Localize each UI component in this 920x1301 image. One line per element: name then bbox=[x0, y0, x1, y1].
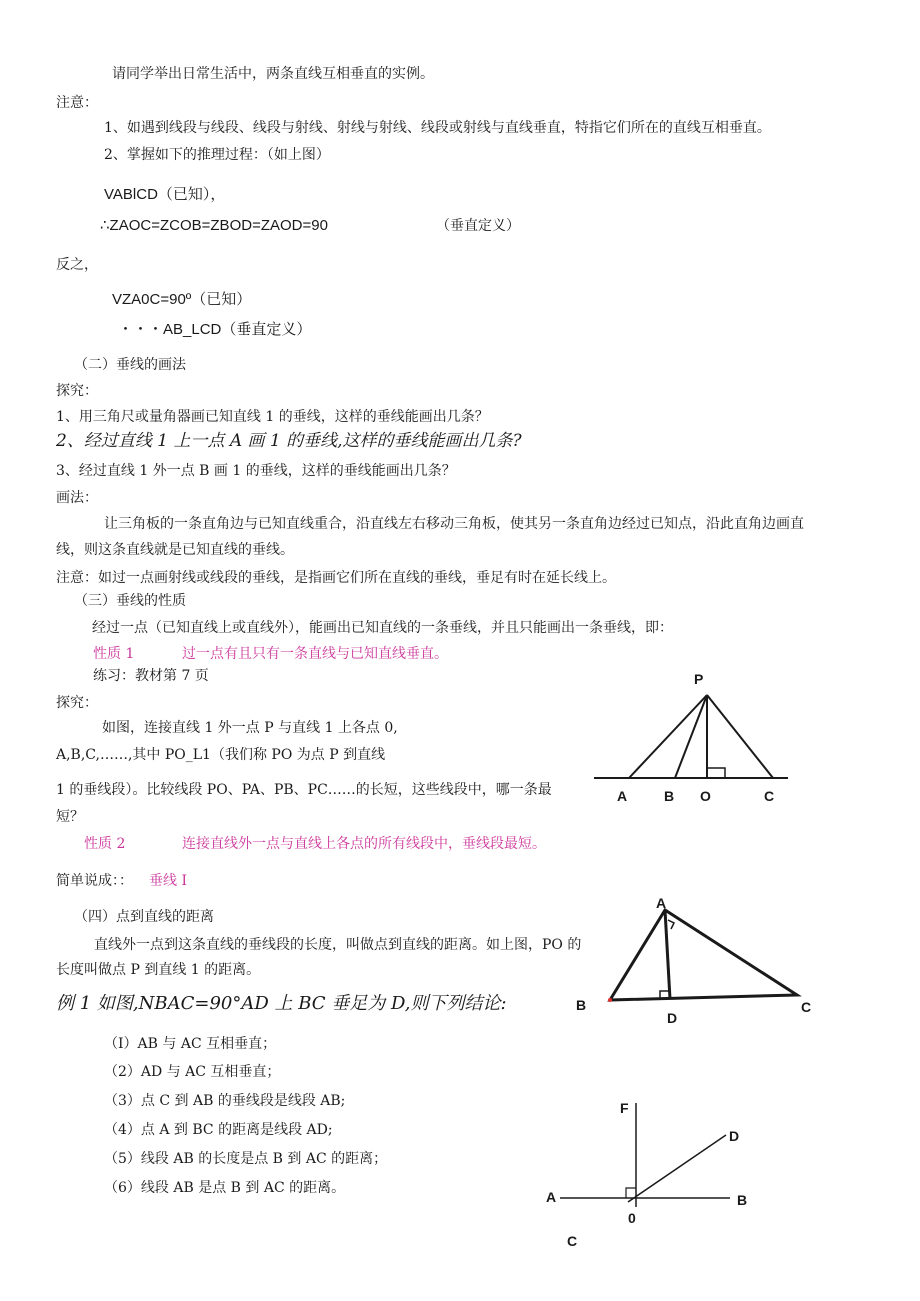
explore-2-line-3: 1 的垂线段）。比较线段 PO、PA、PB、PC……的长短，这些线段中，哪一条最 bbox=[56, 782, 552, 798]
label-b: B bbox=[737, 1192, 748, 1208]
explore-label-2: 探究： bbox=[56, 695, 98, 711]
property-1-label: 性质 1 bbox=[93, 646, 135, 662]
section-3-title: （三）垂线的性质 bbox=[74, 593, 186, 609]
section-3-text: 经过一点（已知直线上或直线外），能画出已知直线的一条垂线，并且只能画出一条垂线，即： bbox=[92, 620, 673, 636]
proof-reason: （垂直定义） bbox=[436, 218, 520, 234]
section-4-line-1: 直线外一点到这条直线的垂线段的长度，叫做点到直线的距离。如上图，PO 的 bbox=[94, 937, 582, 953]
label-p: P bbox=[694, 671, 704, 687]
exercise-line: 练习：教材第 7 页 bbox=[93, 668, 209, 684]
label-d: D bbox=[667, 1010, 678, 1026]
converse-step-1: VZA0C=90º（已知） bbox=[112, 291, 252, 308]
question-1: 1、用三角尺或量角器画已知直线 1 的垂线，这样的垂线能画出几条？ bbox=[56, 409, 489, 425]
note-2: 注意：如过一点画射线或线段的垂线，是指画它们所在直线的垂线，垂足有时在延长线上。 bbox=[56, 570, 616, 586]
point-b bbox=[608, 998, 612, 1002]
simple-text: 垂线 I bbox=[149, 873, 187, 889]
question-2: 2、经过直线 1 上一点 A 画 1 的垂线,这样的垂线能画出几条? bbox=[56, 431, 522, 451]
property-1-text: 过一点有且只有一条直线与已知直线垂直。 bbox=[182, 646, 448, 662]
explore-2-line-4: 短？ bbox=[56, 809, 84, 825]
label-b: B bbox=[664, 788, 675, 804]
option-6: （6）线段 AB 是点 B 到 AC 的距离。 bbox=[104, 1180, 346, 1196]
label-c: C bbox=[764, 788, 775, 804]
segment-pa bbox=[629, 695, 707, 778]
label-b: B bbox=[576, 997, 587, 1013]
simple-label: 简单说成：： bbox=[56, 873, 133, 889]
right-angle-mark bbox=[707, 768, 725, 778]
note-item-1: 1、如遇到线段与线段、线段与射线、射线与射线、线段或射线与直线垂直，特指它们所在的直线互相垂直。 bbox=[104, 120, 771, 136]
explore-2-line-1: 如图，连接直线 1 外一点 P 与直线 1 上各点 0, bbox=[102, 720, 398, 736]
example-1: 例 1 如图,NBAC=90°AD 上 BC 垂足为 D,则下列结论: bbox=[56, 993, 507, 1014]
section-2-title: （二）垂线的画法 bbox=[74, 357, 186, 373]
right-angle-mark-a bbox=[668, 920, 674, 929]
label-c: C bbox=[801, 999, 812, 1015]
label-c: C bbox=[567, 1233, 578, 1249]
converse-label: 反之， bbox=[56, 257, 98, 273]
label-o: 0 bbox=[628, 1210, 636, 1226]
figure-intersecting-lines bbox=[540, 1095, 760, 1255]
triangle-abc bbox=[610, 910, 797, 1000]
method-line-1: 让三角板的一条直角边与已知直线重合，沿直线左右移动三角板，使其另一条直角边经过已知点，沿此直角边画直 bbox=[104, 516, 804, 532]
label-a: A bbox=[617, 788, 628, 804]
proof-step-2: ∴ZAOC=ZCOB=ZBOD=ZAOD=90 bbox=[100, 217, 328, 234]
label-o: O bbox=[700, 788, 711, 804]
note-label: 注意： bbox=[56, 95, 98, 111]
option-3: （3）点 C 到 AB 的垂线段是线段 AB; bbox=[104, 1093, 346, 1109]
section-4-line-2: 长度叫做点 P 到直线 1 的距离。 bbox=[56, 962, 261, 978]
explore-label-1: 探究： bbox=[56, 383, 98, 399]
label-a: A bbox=[546, 1189, 557, 1205]
property-2-text: 连接直线外一点与直线上各点的所有线段中，垂线段最短。 bbox=[182, 836, 546, 852]
altitude-ad bbox=[665, 910, 670, 999]
intro-line: 请同学举出日常生活中，两条直线互相垂直的实例。 bbox=[112, 66, 434, 82]
section-4-title: （四）点到直线的距离 bbox=[74, 909, 214, 925]
label-f: F bbox=[620, 1100, 629, 1116]
option-5: （5）线段 AB 的长度是点 B 到 AC 的距离； bbox=[104, 1151, 388, 1167]
segment-pb bbox=[675, 695, 707, 778]
option-4: （4）点 A 到 BC 的距离是线段 AD; bbox=[104, 1122, 333, 1138]
converse-step-2: ・・・AB_LCD（垂直定义） bbox=[118, 321, 312, 338]
option-2: （2）AD 与 AC 互相垂直； bbox=[104, 1064, 281, 1080]
method-line-2: 线，则这条直线就是已知直线的垂线。 bbox=[56, 542, 294, 558]
figure-perpendicular-segment bbox=[590, 665, 790, 810]
right-angle-mark bbox=[626, 1188, 636, 1198]
option-1: （I）AB 与 AC 互相垂直； bbox=[104, 1036, 277, 1052]
question-3: 3、经过直线 1 外一点 B 画 1 的垂线，这样的垂线能画出几条？ bbox=[56, 463, 456, 479]
figure-right-triangle bbox=[570, 890, 820, 1030]
proof-step-1: VABlCD（已知）， bbox=[104, 186, 226, 203]
property-2-label: 性质 2 bbox=[84, 836, 126, 852]
ray-od bbox=[628, 1135, 726, 1202]
explore-2-line-2: A,B,C,……,其中 PO_L1（我们称 PO 为点 P 到直线 bbox=[56, 747, 386, 763]
segment-pc bbox=[707, 695, 773, 778]
label-a: A bbox=[656, 895, 667, 911]
method-label: 画法： bbox=[56, 490, 98, 506]
label-d: D bbox=[729, 1128, 740, 1144]
note-item-2: 2、掌握如下的推理过程：（如上图） bbox=[104, 147, 330, 163]
